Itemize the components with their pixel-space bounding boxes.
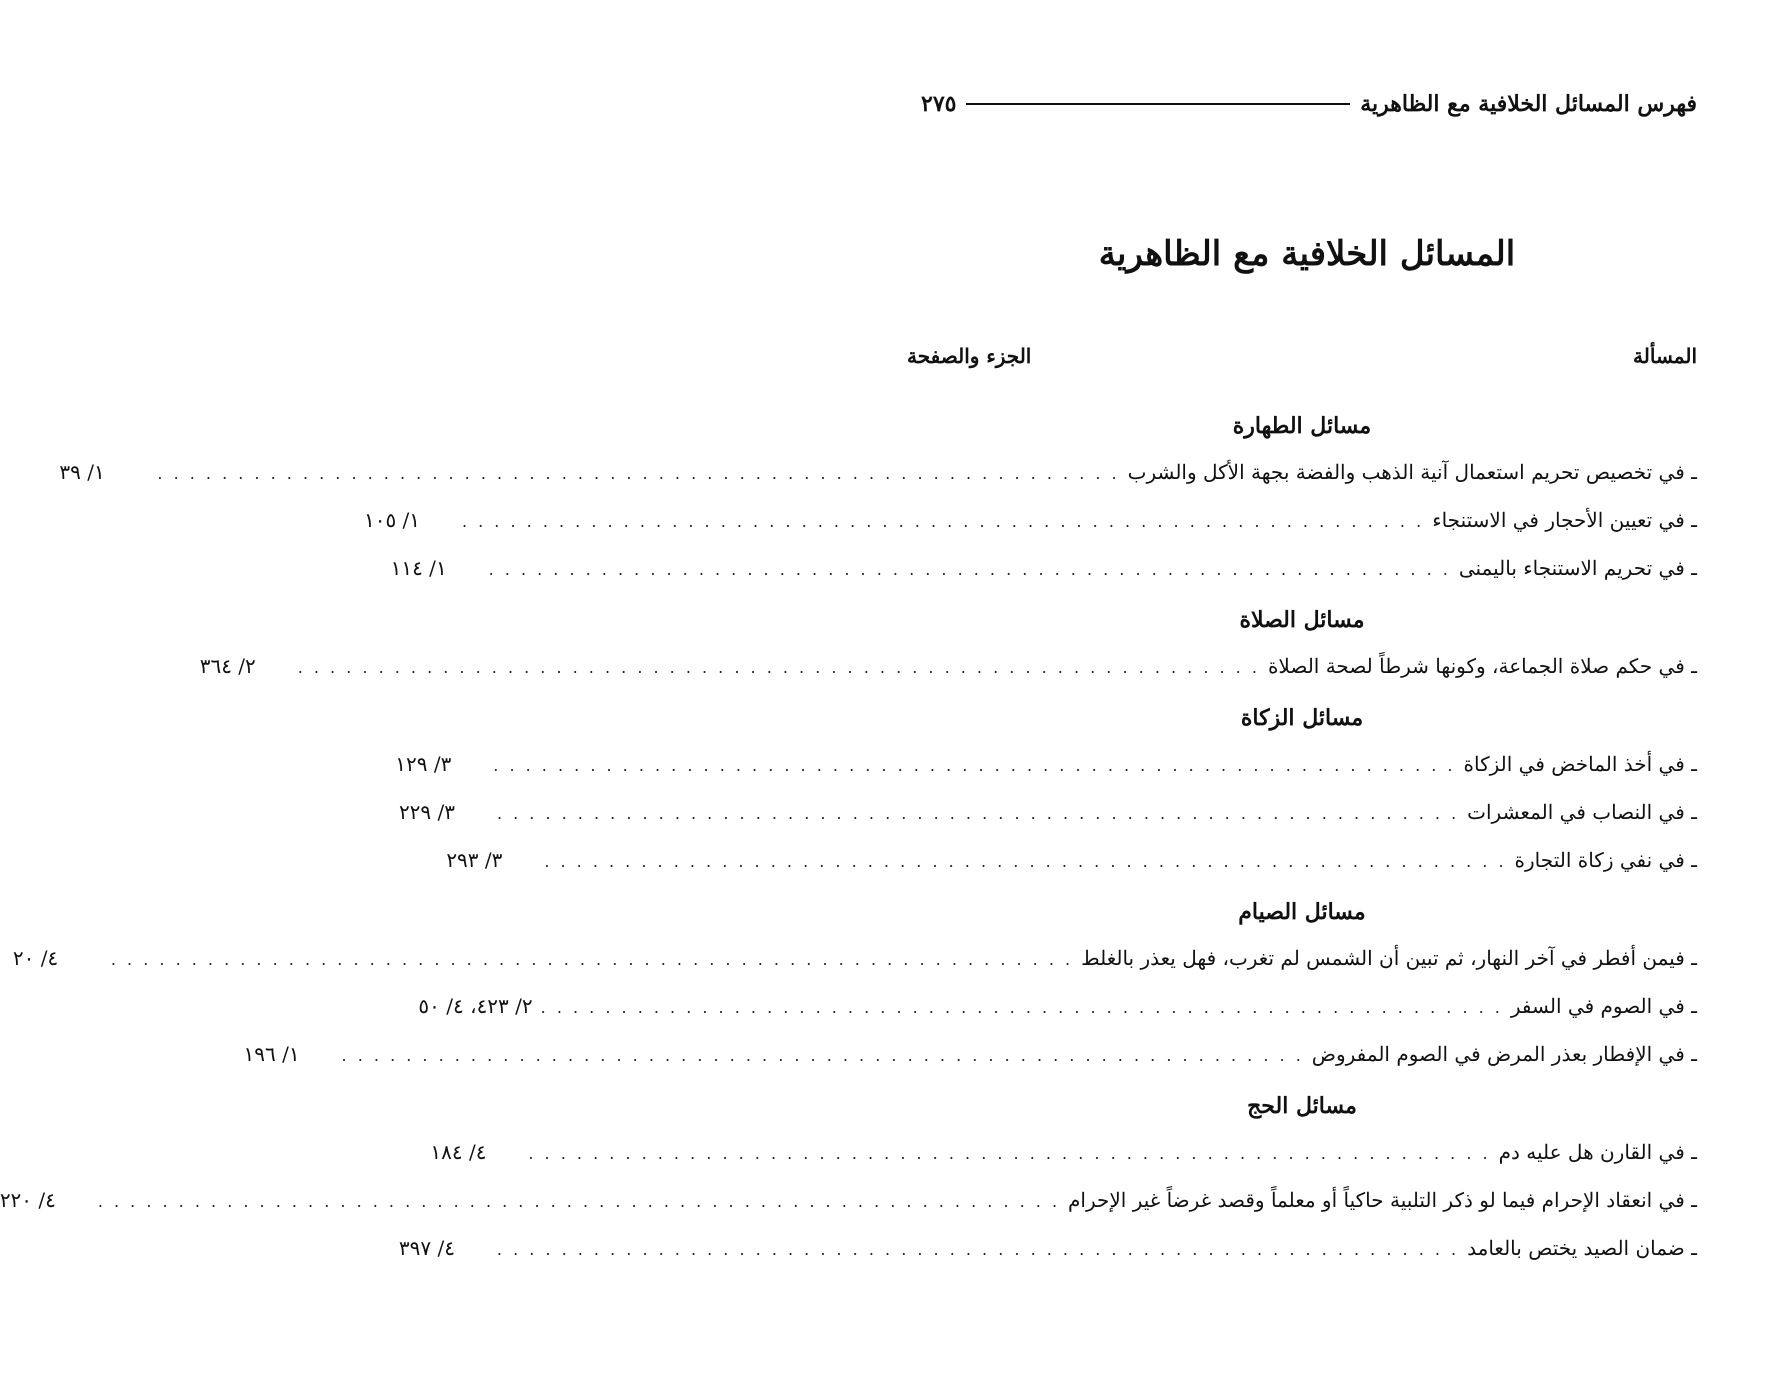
dot-leader: . . . . . . . . . . . . . . . . . . . . . . . . . . . . . . . . . . . . . . . . . . . . . . . . . . . . . . . . . . . .	[488, 560, 1451, 579]
index-section	[0, 1084, 1697, 1272]
dot-leader: . . . . . . . . . . . . . . . . . . . . . . . . . . . . . . . . . . . . . . . . . . . . . . . . . . . . . . . . . . . .	[157, 464, 1120, 483]
entry-reference: ١/ ١١٤	[390, 556, 447, 580]
entry-reference: ١/ ١٠٥	[363, 508, 421, 532]
entry-text: ـ في تعيين الأحجار في الاستنجاء	[1432, 508, 1697, 532]
entry-reference: ٤/ ١٨٤	[430, 1140, 487, 1164]
entry-reference: ٣/ ١٢٩	[395, 752, 452, 776]
entry-text: ـ في أخذ الماخض في الزكاة	[1463, 752, 1697, 776]
index-entry	[363, 496, 1697, 544]
entry-text: ـ في تخصيص تحريم استعمال آنية الذهب والفضة بجهة الأكل والشرب	[1127, 460, 1697, 484]
index-entry	[395, 740, 1697, 788]
index-section	[395, 696, 1697, 884]
dot-leader: . . . . . . . . . . . . . . . . . . . . . . . . . . . . . . . . . . . . . . . . . . . . . . . . . . . . . . . . . . . .	[496, 1240, 1460, 1259]
running-title: فهرس المسائل الخلافية مع الظاهرية	[1360, 91, 1697, 117]
column-volume-page-label: الجزء والصفحة	[907, 344, 1032, 368]
page-number: ٢٧٥	[921, 91, 957, 117]
entry-reference: ١/ ١٩٦	[243, 1042, 300, 1066]
column-issue-label: المسألة	[1633, 344, 1697, 368]
index-entry	[243, 1030, 1697, 1078]
entry-reference: ٢/ ٤٢٣، ٤/ ٥٠	[418, 994, 533, 1018]
index-section	[59, 404, 1697, 592]
index-entry	[0, 1176, 1697, 1224]
index-section	[12, 890, 1697, 1078]
dot-leader: . . . . . . . . . . . . . . . . . . . . . . . . . . . . . . . . . . . . . . . . . . . . . . . . . . . . . . . . . . . .	[544, 852, 1507, 871]
index-entry	[418, 982, 1697, 1030]
entry-text: ـ في القارن هل عليه دم	[1498, 1140, 1697, 1164]
index-section	[199, 598, 1697, 690]
dot-leader: . . . . . . . . . . . . . . . . . . . . . . . . . . . . . . . . . . . . . . . . . . . . . . . . . . . . . . . . . . . .	[110, 950, 1074, 969]
entry-text: ـ في تحريم الاستنجاء باليمنى	[1458, 556, 1697, 580]
dot-leader: . . . . . . . . . . . . . . . . . . . . . . . . . . . . . . . . . . . . . . . . . . . . . . . . . . . . . . . . . . . .	[528, 1144, 1491, 1163]
entry-text: ـ في انعقاد الإحرام فيما لو ذكر التلبية حاكياً أو معلماً وقصد غرضاً غير الإحرام	[1068, 1188, 1697, 1212]
entry-reference: ٣/ ٢٩٣	[446, 848, 503, 872]
section-title: مسائل الحج	[1247, 1093, 1357, 1119]
entry-text: ـ ضمان الصيد يختص بالعامد	[1467, 1236, 1697, 1260]
dot-leader: . . . . . . . . . . . . . . . . . . . . . . . . . . . . . . . . . . . . . . . . . . . . . . . . . . . . . . . . . . . .	[341, 1046, 1304, 1065]
header-rule	[966, 103, 1350, 105]
dot-leader: . . . . . . . . . . . . . . . . . . . . . . . . . . . . . . . . . . . . . . . . . . . . . . . . . . . . . . . . . . . .	[493, 756, 1456, 775]
index-entry	[59, 448, 1697, 496]
entry-reference: ٣/ ٢٢٩	[398, 800, 456, 824]
dot-leader: . . . . . . . . . . . . . . . . . . . . . . . . . . . . . . . . . . . . . . . . . . . . . . . . . . . . . . . . . . . .	[496, 804, 1460, 823]
section-title: مسائل الصلاة	[1239, 607, 1365, 633]
index-body	[0, 400, 1697, 1272]
dot-leader: . . . . . . . . . . . . . . . . . . . . . . . . . . . . . . . . . . . . . . . . . . . . . . . . . . . . . . . . . . . .	[297, 658, 1260, 677]
running-header	[921, 84, 1697, 124]
dot-leader: . . . . . . . . . . . . . . . . . . . . . . . . . . . . . . . . . . . . . . . . . . . . . . . . . . . . . . . . . . . .	[540, 998, 1503, 1017]
entry-reference: ٤/ ٣٩٧	[398, 1236, 455, 1260]
index-entry	[430, 1128, 1697, 1176]
index-entry	[398, 788, 1697, 836]
entry-text: ـ في الصوم في السفر	[1510, 994, 1697, 1018]
entry-reference: ٤/ ٢٢٠	[0, 1188, 56, 1212]
entry-text: ـ في نفي زكاة التجارة	[1514, 848, 1697, 872]
entry-text: ـ في النصاب في المعشرات	[1467, 800, 1697, 824]
dot-leader: . . . . . . . . . . . . . . . . . . . . . . . . . . . . . . . . . . . . . . . . . . . . . . . . . . . . . . . . . . . .	[461, 512, 1425, 531]
index-entry	[398, 1224, 1697, 1272]
section-title: مسائل الصيام	[1238, 899, 1366, 925]
section-title: مسائل الزكاة	[1240, 705, 1364, 731]
entry-text: ـ في الإفطار بعذر المرض في الصوم المفروض	[1311, 1042, 1697, 1066]
dot-leader: . . . . . . . . . . . . . . . . . . . . . . . . . . . . . . . . . . . . . . . . . . . . . . . . . . . . . . . . . . . .	[97, 1192, 1061, 1211]
entry-reference: ١/ ٣٩	[59, 460, 105, 484]
index-entry	[199, 642, 1697, 690]
index-entry	[446, 836, 1697, 884]
entry-reference: ٢/ ٣٦٤	[199, 654, 256, 678]
entry-text: ـ في حكم صلاة الجماعة، وكونها شرطاً لصحة الصلاة	[1267, 654, 1697, 678]
index-entry	[390, 544, 1697, 592]
entry-text: ـ فيمن أفطر في آخر النهار، ثم تبين أن الشمس لم تغرب، فهل يعذر بالغلط	[1081, 946, 1697, 970]
page-title: المسائل الخلافية مع الظاهرية	[1098, 234, 1516, 274]
section-title: مسائل الطهارة	[1232, 413, 1372, 439]
columns-header	[907, 344, 1697, 368]
index-entry	[12, 934, 1697, 982]
entry-reference: ٤/ ٢٠	[12, 946, 59, 970]
